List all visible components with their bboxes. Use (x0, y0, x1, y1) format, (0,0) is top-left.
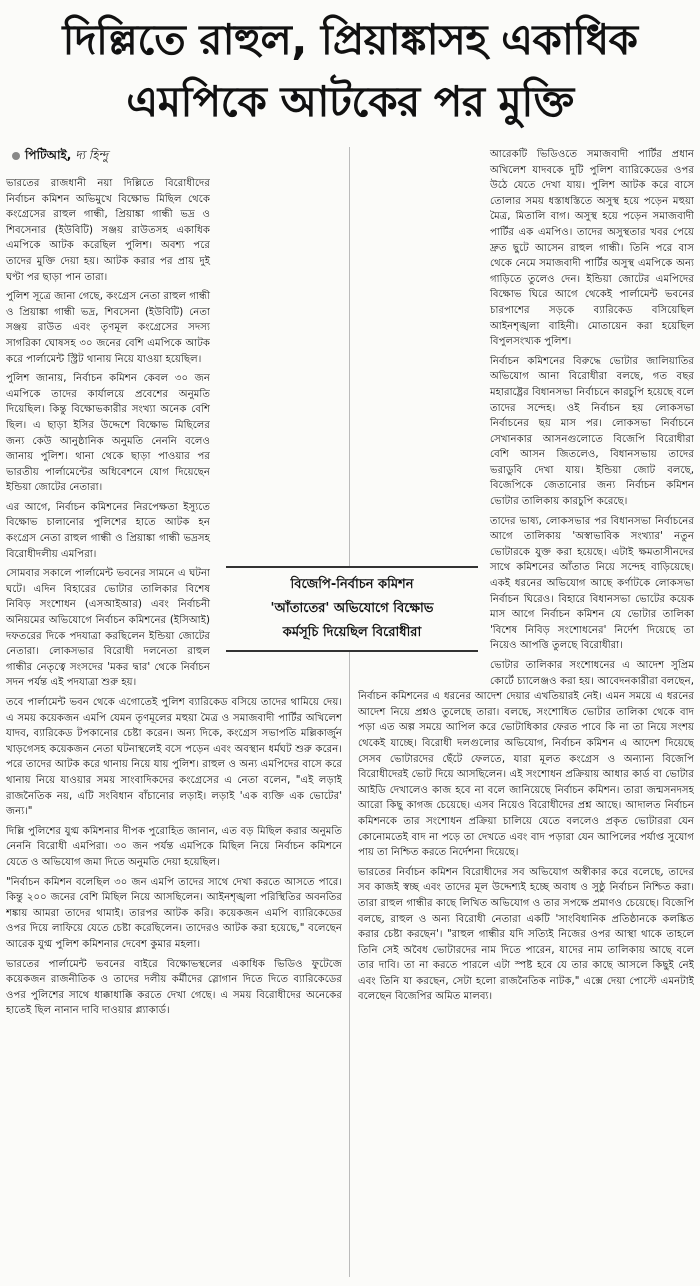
paragraph: ভারতের পার্লামেন্ট ভবনের বাইরে বিক্ষোভস্থলের একাধিক ভিডিও ফুটেজে কয়েকজন রাজনীতিক ও তাদের দলীয় কর্মীদের স্লোগান দিতে দিতে ব্যারিকেডের ওপর পুলিশের সাথে ধাক্কাধাক্কি করতে দেখা গেছে। এ সময় বিরোধীদের অনেকের হাতেই ছিল নানান দাবি দাওয়ার প্ল্যাকার্ড। (6, 958, 342, 1017)
headline-line-1: দিল্লিতে রাহুল, প্রিয়াঙ্কাসহ একাধিক (62, 15, 638, 64)
byline-agency: পিটিআই, (25, 148, 72, 162)
headline-line-2: এমপিকে আটকের পর মুক্তি (126, 77, 574, 126)
pull-quote-line-2: 'আঁতাতের' অভিযোগে বিক্ষোভ (270, 601, 434, 616)
paragraph: ভারতের রাজধানী নয়া দিল্লিতে বিরোধীদের নির্বাচন কমিশন অভিমুখে বিক্ষোভ মিছিল থেকে কংগ্রেসের রাহুল গান্ধী, প্রিয়াঙ্কা গান্ধী ভদ্র ও শিবসেনার (ইউবিটি) সঞ্জয় রাউতসহ একাধিক এমপিকে আটক করেছিল পুলিশ। অবশ্য পরে তাদের মুক্তি দেয়া হয়। আটক করার পর প্রায় দুই ঘণ্টা পর ছাড়া পান তারা। (6, 178, 210, 283)
pull-quote-line-1: বিজেপি-নির্বাচন কমিশন (290, 577, 414, 592)
paragraph: পুলিশ সূত্রে জানা গেছে, কংগ্রেস নেতা রাহুল গান্ধী ও প্রিয়াঙ্কা গান্ধী ভদ্র, শিবসেনা (ইউবিটি) নেতা সঞ্জয় রাউত এবং তৃণমূল কংগ্রেসের সদস্য সাগরিকা ঘোষসহ ৩০ জনের বেশি এমপিকে আটক করে পার্লামেন্ট স্ট্রিট থানায় নিয়ে যাওয়া হয়েছিল। (6, 291, 210, 365)
bullet-icon (12, 152, 20, 160)
byline (12, 147, 108, 163)
paragraph: "নির্বাচন কমিশন বলেছিল ৩০ জন এমপি তাদের সাথে দেখা করতে আসতে পারে। কিন্তু ২০০ জনের বেশি মিছিল নিয়ে আসছিলেন। আইনশৃঙ্খলা পরিস্থিতির অবনতির শঙ্কায় আমরা তাদের থামাই। তারপর আটক করি। কয়েকজন এমপি ব্যারিকেডের ওপর দিয়ে লাফিয়ে যেতে চেষ্টা করেছিলেন। তাদেরও আটক করা হয়েছে," বলেছেন আরেক যুগ্ম পুলিশ কমিশনার দেবেশ কুমার মহলা। (6, 876, 342, 950)
paragraph: ভারতের নির্বাচন কমিশন বিরোধীদের সব অভিযোগ অস্বীকার করে বলেছে, তাদের সব কাজই স্বচ্ছ এবং তাদের মূল উদ্দেশ্যই হচ্ছে অবাধ ও সুষ্ঠু নির্বাচন নিশ্চিত করা। তারা রাহুল গান্ধীর কাছে লিখিত অভিযোগ ও তার সপক্ষে প্রমাণও চেয়েছে। বিজেপি বলছে, রাহুল ও অন্য বিরোধী নেতারা একটি 'সাংবিধানিক প্রতিষ্ঠানকে কলঙ্কিত করার চেষ্টা করছেন'। "রাহুল গান্ধীর যদি সত্যিই নিজের ওপর আস্থা থাকে তাহলে তিনি সেই অবৈধ ভোটারদের নাম দিতে পারেন, যাদের নাম তালিকায় আছে বলে তার দাবি। তা না করতে পারলে এটা স্পষ্ট হবে যে তার কাছে আসলে কিছুই নেই এবং তিনি যা করছেন, সেটা হলো রাজনৈতিক নাটক," এক্সে দেয়া পোস্টে এমনটাই বলেছেন বিজেপির অমিত মালব্য। (358, 866, 694, 1003)
paragraph: দিল্লি পুলিশের যুগ্ম কমিশনার দীপক পুরোহিত জানান, এত বড় মিছিল করার অনুমতি নেননি বিরোধী এমপিরা। ৩০ জন পর্যন্ত এমপিকে মিছিল নিয়ে নির্বাচন কমিশনে যেতে ও অভিযোগ জমা দিতে অনুমতি দেয়া হয়েছিল। (6, 825, 342, 868)
paragraph: পুলিশ জানায়, নির্বাচন কমিশন কেবল ৩০ জন এমপিকে তাদের কার্যালয়ে প্রবেশের অনুমতি দিয়েছিল। কিন্তু বিক্ষোভকারীর সংখ্যা অনেক বেশি ছিল। এ ছাড়া ইসির উদ্দেশে বিক্ষোভ মিছিলের জন্য কেউ আনুষ্ঠানিক অনুমতি নেননি বলেও জানায় পুলিশ। থানা থেকে ছাড়া পাওয়ার পর ভারতীয় পার্লামেন্টের অধিবেশনে যোগ দিয়েছেন ইন্ডিয়া জোটের নেতারা। (6, 373, 210, 494)
headline (0, 2, 700, 140)
column-divider (349, 147, 350, 1277)
paragraph: ভোটার তালিকার সংশোধনের এ আদেশ সুপ্রিম কোর্টে চ্যালেঞ্জও করা হয়। আবেদনকারীরা বলছেন, নির্বাচন কমিশনের এ ধরনের আদেশ দেয়ার এখতিয়ারই নেই। এমন সময়ে এ ধরনের আদেশ নিয়ে প্রশ্নও তুলেছে তারা। বলছে, সংশোধিত ভোটার তালিকা থেকে বাদ পড়া এত অল্প সময়ে আপিল করে ভোটাধিকার ফেরত পাবে কি না তা নিয়ে সংশয় থেকেই যাচ্ছে। বিরোধী দলগুলোর অভিযোগ, নির্বাচন কমিশন এ আদেশ দিয়েছে সেসব ভোটারদের ছেঁটে ফেলতে, যারা মূলত কংগ্রেস ও অন্যান্য বিজেপি বিরোধীদেরই ভোট দিয়ে আসছিলেন। এই সংশোধন প্রক্রিয়ায় আধার কার্ড বা ভোটার আইডি দেখালেও কাজ হবে না বলে জানিয়েছে নির্বাচন কমিশন। তারা জন্মসনদসহ আরো কিছু কাগজ চেয়েছে। এসব নিয়েও বিরোধীদের প্রশ্ন আছে। আদালত নির্বাচন কমিশনকে তার সংশোধন প্রক্রিয়া চালিয়ে যেতে বললেও প্রকৃত ভোটাররা যেন কোনোমতেই বাদ না পড়ে তা দেখতে এবং বাদ পড়ারা যেন আপিলের পর্যাপ্ত সুযোগ পায় তা নিশ্চিত করতে নির্দেশনা দিয়েছে। (358, 660, 694, 859)
article-column-left (6, 176, 342, 1280)
byline-source: দ্য হিন্দু (75, 148, 109, 162)
paragraph: সোমবার সকালে পার্লামেন্ট ভবনের সামনে এ ঘটনা ঘটে। এদিন বিহারের ভোটার তালিকার বিশেষ নিবিড় সংশোধন (এসআইআর) এবং নির্বাচনী অনিয়মের অভিযোগে নির্বাচন কমিশনের (ইসিআই) দফতরের দিকে পদযাত্রা করছিলেন ইন্ডিয়া জোটের নেতারা। লোকসভার বিরোধী দলনেতা রাহুল গান্ধীর নেতৃত্বে সংসদের 'মকর দ্বার' থেকে নির্বাচন সদন পর্যন্ত এই পদযাত্রা শুরু হয়। (6, 568, 210, 689)
pull-quote (226, 566, 478, 652)
paragraph: নির্বাচন কমিশনের বিরুদ্ধে ভোটার জালিয়াতির অভিযোগ আনা বিরোধীরা বলছে, গত বছর মহারাষ্ট্রের বিধানসভা নির্বাচনে কারচুপি হয়েছে বলে তাদের সন্দেহ। ওই নির্বাচন হয় লোকসভা নির্বাচনের ছয় মাস পর। লোকসভা নির্বাচনে সেখানকার আসনগুলোতে বিজেপি বিরোধীরা বেশি আসন জিতলেও, বিধানসভায় তাদের ভরাডুবি দেখা যায়। ইন্ডিয়া জোট বলছে, বিজেপিকে জেতানোর জন্য নির্বাচন কমিশন ভোটার তালিকায় কারচুপি করেছে। (490, 355, 694, 508)
article-column-right (358, 147, 694, 1280)
paragraph: এর আগে, নির্বাচন কমিশনের নিরপেক্ষতা ইস্যুতে বিক্ষোভ চালানোর পুলিশের হাতে আটক হন কংগ্রেস নেতা রাহুল গান্ধী ও প্রিয়াঙ্কা গান্ধী ভদ্রসহ বিরোধীদলীয় এমপিরা। (6, 501, 210, 560)
paragraph: তাদের ভাষ্য, লোকসভার পর বিধানসভা নির্বাচনের আগে তালিকায় 'অস্বাভাবিক সংখ্যার' নতুন ভোটারকে যুক্ত করা হয়েছে। এটাই ক্ষমতাসীনদের সাথে কমিশনের আঁতাত নিয়ে সন্দেহ বাড়িয়েছে। একই ধরনের অভিযোগ আছে কর্ণাটকে লোকসভা নির্বাচন ঘিরেও। বিহারে বিধানসভা ভোটের কয়েক মাস আগে নির্বাচন কমিশন যে ভোটার তালিকা 'বিশেষ নিবিড় সংশোধনের' নির্দেশ দিয়েছে তা নিয়েও আপত্তি তুলছে বিরোধীরা। (490, 515, 694, 652)
pull-quote-line-3: কর্মসূচি দিয়েছিল বিরোধীরা (282, 625, 422, 640)
paragraph: তবে পার্লামেন্ট ভবন থেকে এগোতেই পুলিশ ব্যারিকেড বসিয়ে তাদের থামিয়ে দেয়। এ সময় কয়েকজন এমপি যেমন তৃণমূলের মহুয়া মৈত্র ও সমাজবাদী পার্টির অখিলেশ যাদব, ব্যারিকেড টপকানোর চেষ্টা করেন। অন্য দিকে, কংগ্রেস সভাপতি মল্লিকার্জুন খাড়গেসহ কয়েকজন নেতা ঘটনাস্থলেই বসে পড়েন এবং অবস্থান ধর্মঘট শুরু করেন। পরে তাদের আটক করে থানায় নিয়ে যায় পুলিশ। রাহুল ও অন্য এমপিদের বাসে করে থানায় নিয়ে যাওয়ার সময় সাংবাদিকদের কংগ্রেসের এ নেতা বলেন, "এই লড়াই রাজনৈতিক নয়, এটি সংবিধান বাঁচানোর লড়াই। লড়াই 'এক ব্যক্তি এক ভোটের' জন্য।" (6, 697, 342, 818)
paragraph: আরেকটি ভিডিওতে সমাজবাদী পার্টির প্রধান অখিলেশ যাদবকে দুটি পুলিশ ব্যারিকেডের ওপর উঠে যেতে দেখা যায়। পুলিশ আটক করে বাসে তোলার সময় ধস্তাধস্তিতে অসুস্থ হয়ে পড়েন মহুয়া মৈত্র, মিতালি বাগ। অসুস্থ হয়ে পড়েন সমাজবাদী পার্টির এক এমপিও। তাদের অসুস্থতার খবর পেয়ে দ্রুত ছুটে আসেন রাহুল গান্ধী। তিনি পরে বাস থেকে নেমে সমাজবাদী পার্টির অসুস্থ এমপিকে অন্য গাড়িতে তুলেও দেন। ইন্ডিয়া জোটের এমপিদের বিক্ষোভ ঘিরে আগে থেকেই পার্লামেন্ট ভবনের চারপাশের সড়কে ব্যারিকেড বসিয়েছিল আইনশৃঙ্খলা বাহিনী। মোতায়েন করা হয়েছিল বিপুলসংখ্যক পুলিশ। (490, 149, 694, 348)
